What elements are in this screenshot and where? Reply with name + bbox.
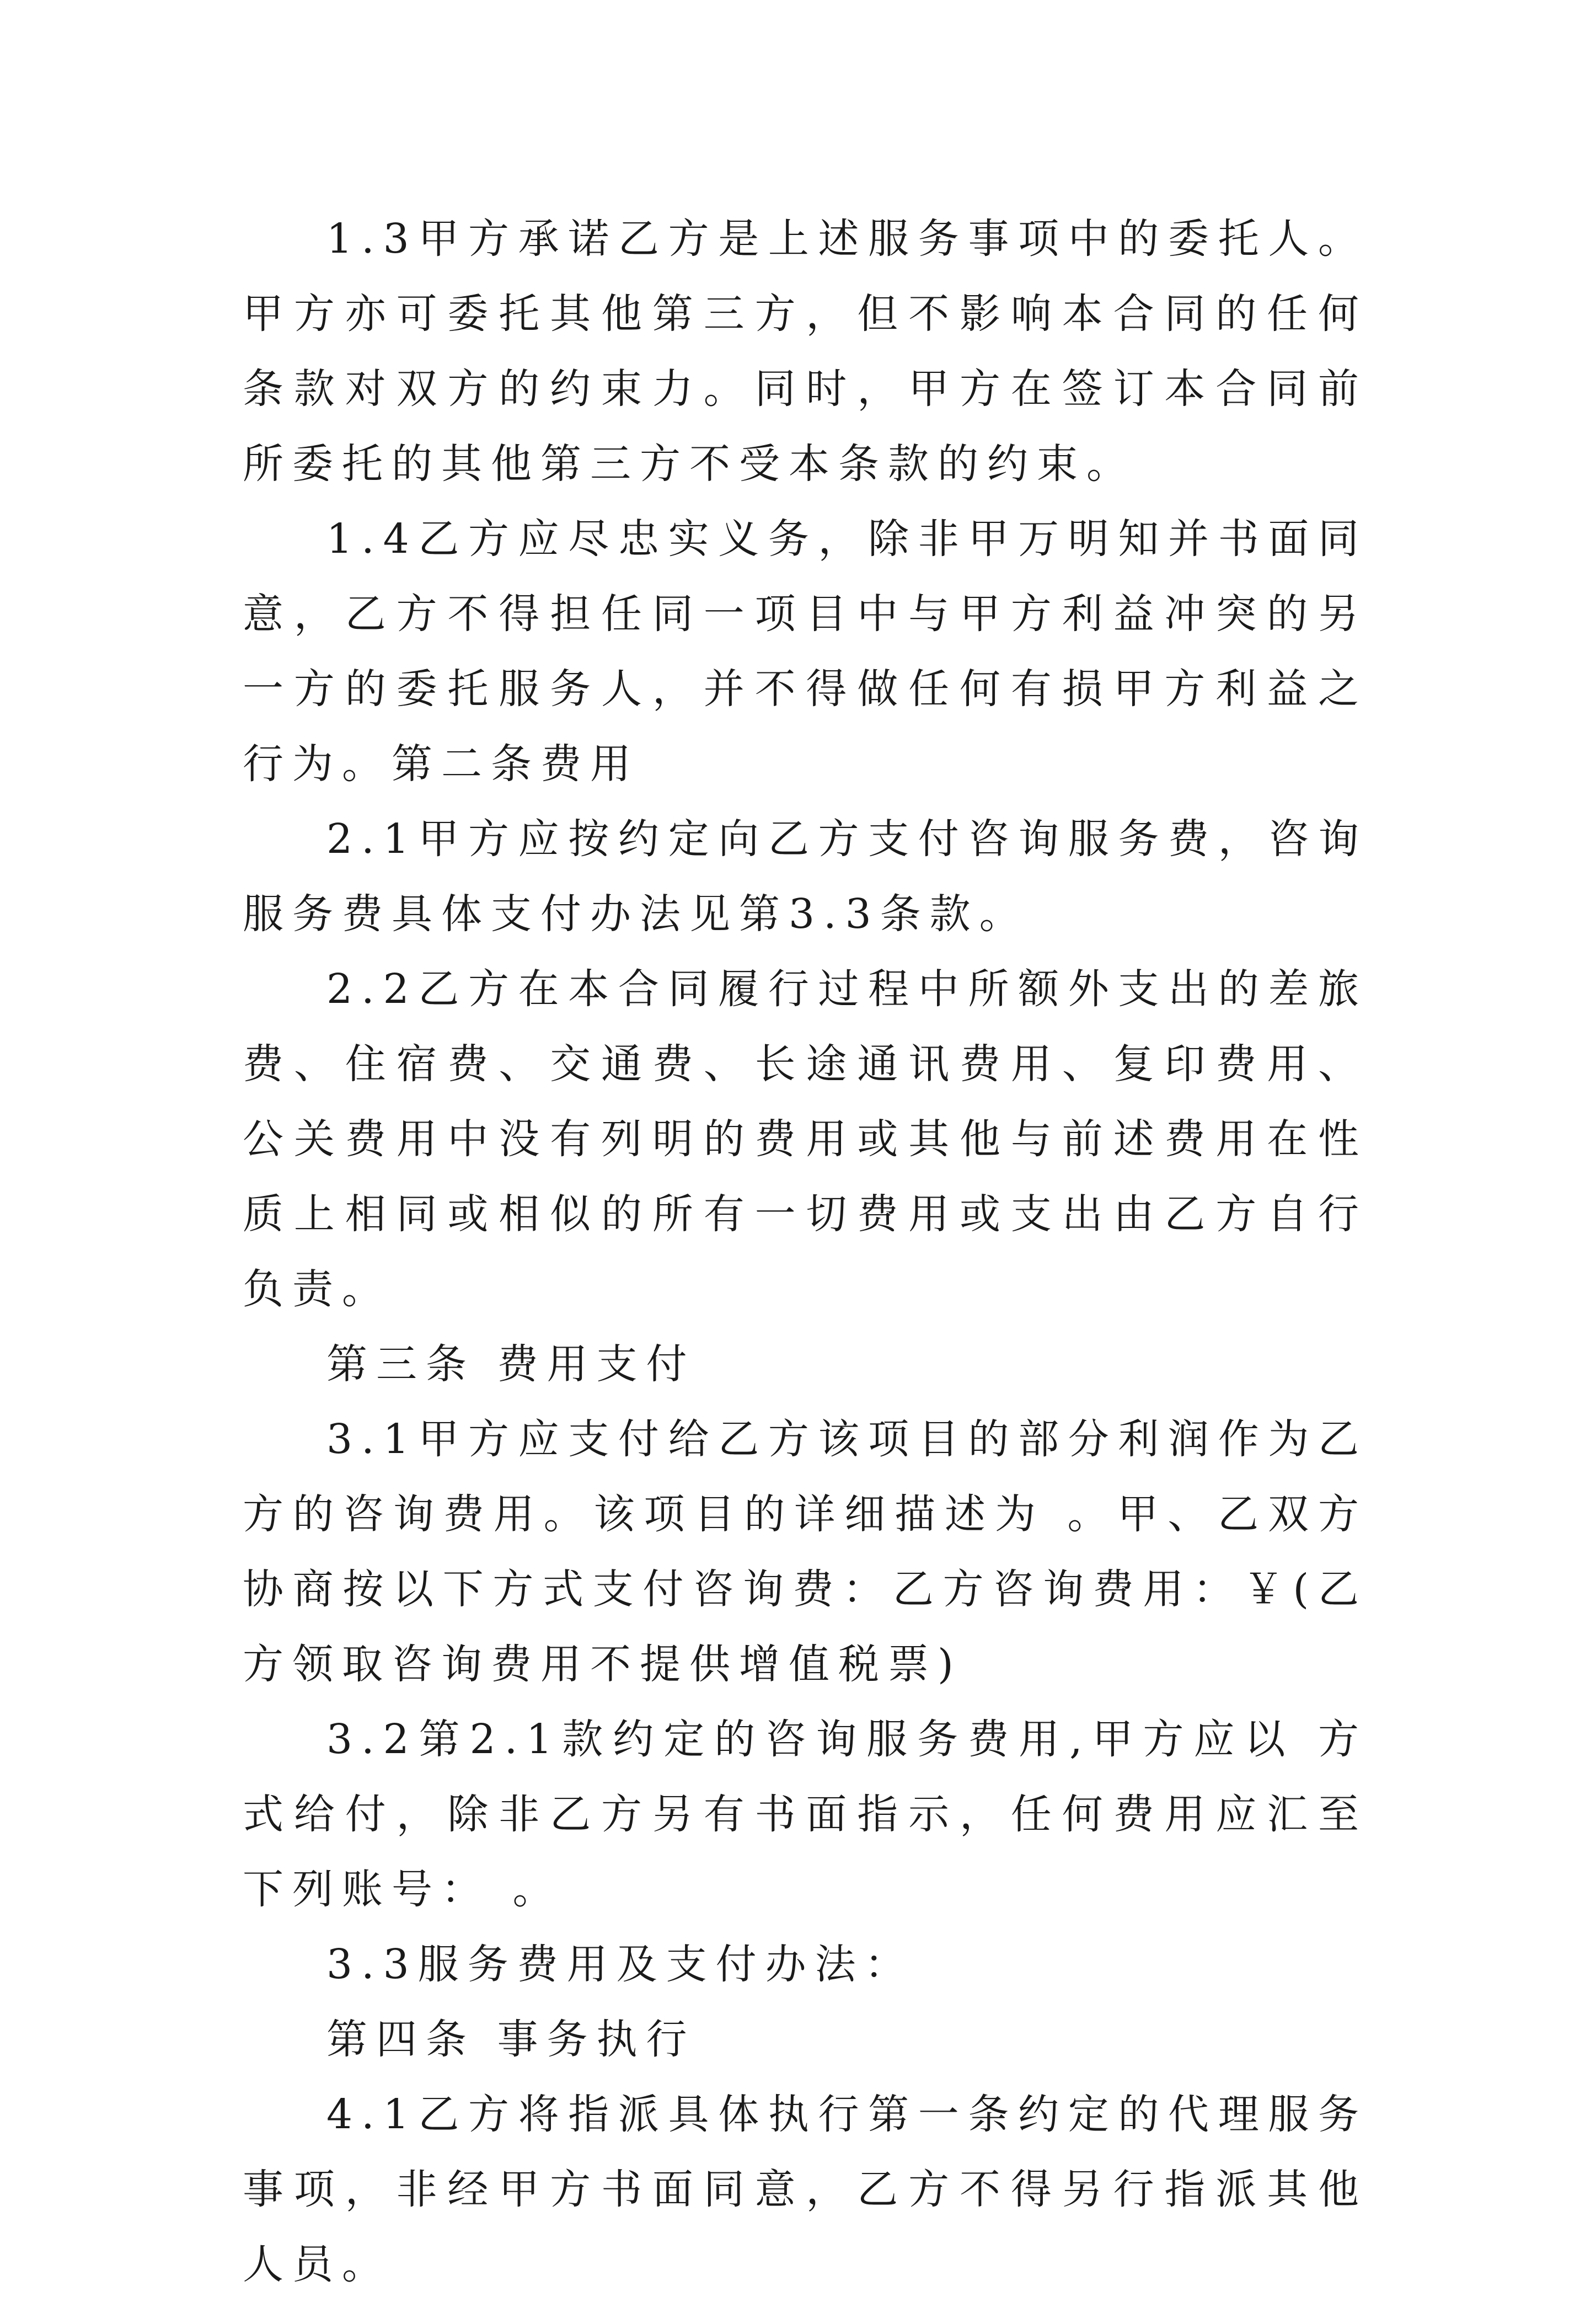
clause-4-1: 4.1乙方将指派具体执行第一条约定的代理服务事项，非经甲方书面同意，乙方不得另行指派其他人员。 [243, 2091, 1368, 2288]
clause-3-2: 3.2第2.1款约定的咨询服务费用,甲方应以 方式给付，除非乙方另有书面指示，任何费用应汇至下列账号： 。 [243, 1716, 1368, 1913]
clause-3-3: 3.3服务费用及支付办法： [326, 1941, 914, 1988]
clause-2-2: 2.2乙方在本合同履行过程中所额外支出的差旅费、住宿费、交通费、长途通讯费用、复印费用、公关费用中没有列明的费用或其他与前述费用在性质上相同或相似的所有一切费用或支出由乙方自行负责。 [243, 965, 1368, 1313]
clause-3-1: 3.1甲方应支付给乙方该项目的部分利润作为乙方的咨询费用。该项目的详细描述为 。甲、乙双方协商按以下方式支付咨询费：乙方咨询费用：￥(乙方领取咨询费用不提供增值税票) [243, 1416, 1368, 1688]
clause-1-4: 1.4乙方应尽忠实义务，除非甲万明知并书面同意，乙方不得担任同一项目中与甲方利益冲突的另一方的委托服务人，并不得做任何有损甲方利益之行为。第二条费用 [243, 515, 1368, 788]
article-4-heading: 第四条 事务执行 [326, 2016, 696, 2063]
clause-1-3: 1.3甲方承诺乙方是上述服务事项中的委托人。甲方亦可委托其他第三方，但不影响本合同的任何条款对双方的约束力。同时，甲方在签订本合同前所委托的其他第三方不受本条款的约束。 [243, 215, 1368, 488]
article-3-heading: 第三条 费用支付 [326, 1340, 696, 1388]
clause-2-1: 2.1甲方应按约定向乙方支付咨询服务费，咨询服务费具体支付办法见第3.3条款。 [243, 815, 1368, 938]
document-body [243, 201, 1368, 2302]
